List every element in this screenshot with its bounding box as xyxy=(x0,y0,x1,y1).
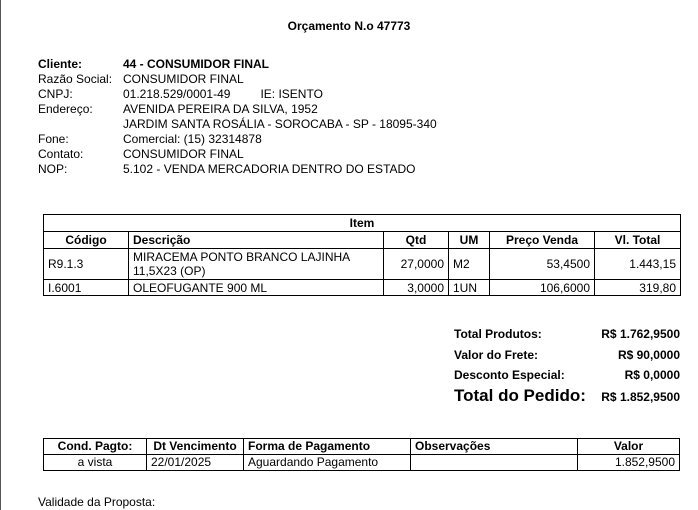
items-group-header: Item xyxy=(44,215,681,232)
desconto-value: R$ 0,0000 xyxy=(624,368,680,382)
info-row-nop xyxy=(38,162,437,177)
contato-label: Contato: xyxy=(38,147,84,161)
cliente-label: Cliente: xyxy=(38,57,83,71)
total-produtos-value: R$ 1.762,9500 xyxy=(601,327,680,341)
razao-label: Razão Social: xyxy=(38,72,113,86)
cell-total: 319,80 xyxy=(595,280,681,296)
cell-um: M2 xyxy=(449,249,490,280)
cell-dt-vencimento: 22/01/2025 xyxy=(147,455,244,471)
info-row-cliente xyxy=(38,57,437,72)
col-dt-vencimento: Dt Vencimento xyxy=(147,439,244,455)
endereco-line2: JARDIM SANTA ROSÁLIA - SOROCABA - SP - 18095-340 xyxy=(123,117,437,131)
nop-label: NOP: xyxy=(38,162,68,176)
total-pedido-row xyxy=(454,385,680,409)
col-forma-pagamento: Forma de Pagamento xyxy=(244,439,411,455)
cell-forma-pagamento: Aguardando Pagamento xyxy=(244,455,411,471)
cell-total: 1.443,15 xyxy=(595,249,681,280)
cell-valor: 1.852,9500 xyxy=(578,455,680,471)
validade-label: Validade da Proposta: xyxy=(38,495,156,509)
endereco-line1: AVENIDA PEREIRA DA SILVA, 1952 xyxy=(123,102,318,116)
spacer xyxy=(38,117,123,132)
table-row xyxy=(44,280,681,296)
ie-label: IE: xyxy=(260,87,276,101)
cell-qtd: 3,0000 xyxy=(384,280,449,296)
cell-descricao: OLEOFUGANTE 900 ML xyxy=(129,280,384,296)
endereco-label: Endereço: xyxy=(38,102,93,116)
col-codigo: Código xyxy=(44,232,129,249)
cell-observacoes xyxy=(411,455,578,471)
cell-codigo: R9.1.3 xyxy=(44,249,129,280)
cnpj-label: CNPJ: xyxy=(38,87,73,101)
cell-preco: 53,4500 xyxy=(490,249,595,280)
contato-value: CONSUMIDOR FINAL xyxy=(123,147,244,161)
total-produtos-row xyxy=(454,325,680,346)
cnpj-value: 01.218.529/0001-49 xyxy=(123,87,231,101)
razao-value: CONSUMIDOR FINAL xyxy=(123,72,244,86)
cell-um: 1UN xyxy=(449,280,490,296)
items-header-row xyxy=(44,232,681,249)
cell-codigo: I.6001 xyxy=(44,280,129,296)
desconto-row xyxy=(454,366,680,385)
col-total: Vl. Total xyxy=(595,232,681,249)
frete-row xyxy=(454,346,680,366)
fone-value: Comercial: (15) 32314878 xyxy=(123,132,262,146)
ie-value: ISENTO xyxy=(278,87,323,101)
col-qtd: Qtd xyxy=(384,232,449,249)
col-cond-pagto: Cond. Pagto: xyxy=(44,439,147,455)
info-row-fone xyxy=(38,132,437,147)
info-row-endereco xyxy=(38,102,437,117)
total-pedido-label: Total do Pedido: xyxy=(454,386,586,405)
cell-descricao: MIRACEMA PONTO BRANCO LAJINHA 11,5X23 (OP) xyxy=(129,249,384,280)
cliente-value: 44 - CONSUMIDOR FINAL xyxy=(123,57,270,71)
frete-label: Valor do Frete: xyxy=(454,348,539,362)
nop-value: 5.102 - VENDA MERCADORIA DENTRO DO ESTADO xyxy=(123,162,416,176)
total-produtos-label: Total Produtos: xyxy=(454,327,542,341)
col-descricao: Descrição xyxy=(129,232,384,249)
totals-block xyxy=(454,325,680,409)
cell-qtd: 27,0000 xyxy=(384,249,449,280)
col-preco: Preço Venda xyxy=(490,232,595,249)
info-row-razao xyxy=(38,72,437,87)
fone-label: Fone: xyxy=(38,132,69,146)
table-row xyxy=(44,455,680,471)
info-row-cnpj xyxy=(38,87,437,102)
table-row xyxy=(44,249,681,280)
total-pedido-value: R$ 1.852,9500 xyxy=(601,390,680,404)
items-table xyxy=(43,214,681,296)
info-row-contato xyxy=(38,147,437,162)
left-border xyxy=(0,0,1,510)
document-title: Orçamento N.o 47773 xyxy=(287,19,411,33)
frete-value: R$ 90,0000 xyxy=(617,348,680,362)
col-um: UM xyxy=(449,232,490,249)
customer-info xyxy=(38,57,437,177)
payment-table xyxy=(43,438,680,471)
payment-header-row xyxy=(44,439,680,455)
col-observacoes: Observações xyxy=(411,439,578,455)
desconto-label: Desconto Especial: xyxy=(454,368,565,382)
col-valor: Valor xyxy=(578,439,680,455)
cell-preco: 106,6000 xyxy=(490,280,595,296)
cell-cond-pagto: a vista xyxy=(44,455,147,471)
info-row-endereco2 xyxy=(38,117,437,132)
